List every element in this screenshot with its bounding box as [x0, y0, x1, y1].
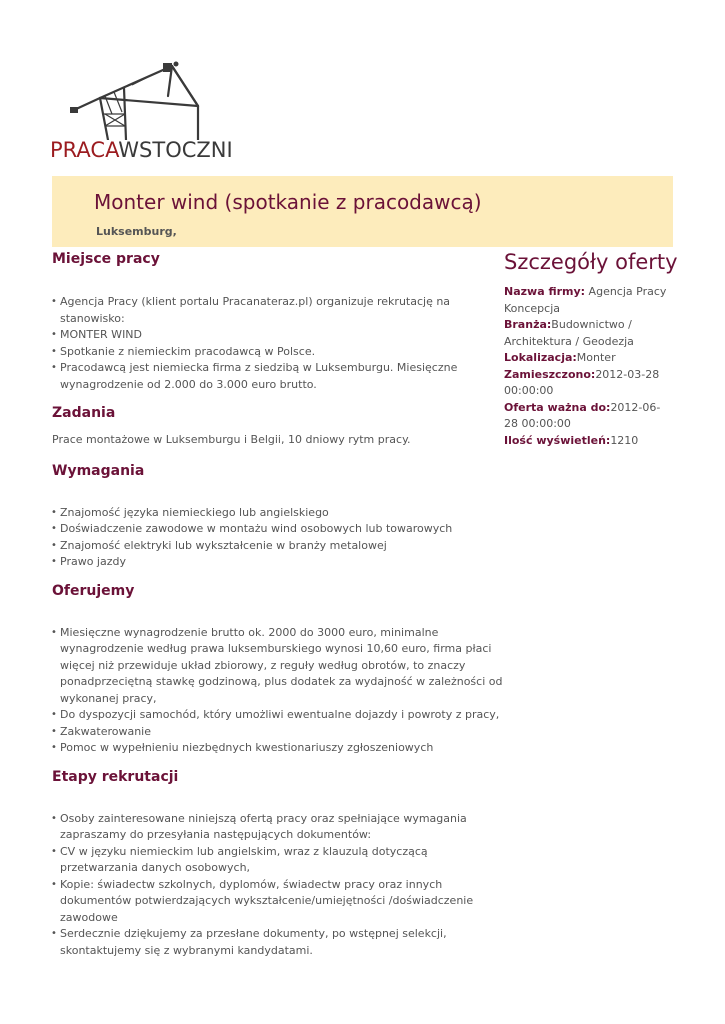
list-item: • Doświadczenie zawodowe w montażu wind osobowych lub towarowych — [52, 521, 504, 538]
etapy-list — [52, 811, 504, 960]
job-description — [52, 250, 504, 959]
job-location: Luksemburg, — [96, 225, 177, 238]
detail-label: Nazwa firmy: — [504, 285, 586, 298]
list-item: • Znajomość elektryki lub wykształcenie w branży metalowej — [52, 538, 504, 555]
offer-details-title: Szczegóły oferty — [504, 250, 678, 274]
detail-valid-until — [504, 400, 674, 433]
detail-label: Ilość wyświetleń: — [504, 433, 611, 447]
detail-value: 2012-03-28 00:00:00 — [504, 367, 660, 397]
offer-details-list — [504, 284, 674, 449]
section-heading-wymagania: Wymagania — [52, 462, 145, 479]
detail-label: Oferta ważna do: — [504, 400, 611, 414]
detail-label: Lokalizacja: — [504, 351, 577, 364]
detail-posted — [504, 367, 674, 400]
list-item: • MONTER WIND — [52, 327, 504, 344]
detail-value: Agencja Pracy Koncepcja — [504, 285, 667, 315]
crane-logo-icon — [60, 58, 210, 140]
offer-details-panel — [504, 248, 678, 449]
list-item: • Miesięczne wynagrodzenie brutto ok. 2000 do 3000 euro, minimalne wynagrodzenie według prawa luksemburskiego wynosi 10,60 euro, firma płaci więcej niż przewiduje układ zbiorowy, z reguły według obrotów, to znaczy ponadprzeciętną stawkę godzinową, plus dodatek za wydajność w zależności od wykonanej pracy, — [52, 625, 504, 708]
zadania-text: Prace montażowe w Luksemburgu i Belgii, 10 dniowy rytm pracy. — [52, 433, 411, 446]
site-logo[interactable] — [50, 58, 233, 166]
detail-label: Branża: — [504, 318, 552, 331]
detail-label: Zamieszczono: — [504, 367, 596, 381]
logo-text — [50, 138, 233, 162]
job-header-banner — [52, 176, 673, 247]
list-item: • Kopie: świadectw szkolnych, dyplomów, świadectw pracy oraz innych dokumentów potwierdzających wykształcenie/umiejętności /doświadczenie zawodowe — [52, 877, 504, 927]
detail-value: 1210 — [610, 433, 639, 447]
detail-industry — [504, 317, 674, 350]
list-item: • Znajomość języka niemieckiego lub angielskiego — [52, 505, 504, 522]
logo-text-praca: PRACA — [50, 138, 119, 162]
section-heading-zadania: Zadania — [52, 405, 116, 421]
detail-location — [504, 350, 674, 367]
list-item: • Pomoc w wypełnieniu niezbędnych kwestionariuszy zgłoszeniowych — [52, 740, 504, 757]
detail-value: Budownictwo / Architektura / Geodezja — [504, 318, 634, 348]
miejsce-list — [52, 294, 504, 393]
list-item: • Prawo jazdy — [52, 554, 504, 571]
section-heading-oferujemy: Oferujemy — [52, 582, 135, 599]
list-item: • Spotkanie z niemieckim pracodawcą w Polsce. — [52, 344, 504, 361]
detail-company — [504, 284, 674, 317]
wymagania-list — [52, 505, 504, 571]
detail-value: 2012-06-28 00:00:00 — [504, 400, 661, 430]
section-heading-etapy: Etapy rekrutacji — [52, 768, 179, 785]
list-item: • CV w języku niemieckim lub angielskim, wraz z klauzulą dotyczącą przetwarzania danych osobowych, — [52, 844, 504, 877]
oferujemy-list — [52, 625, 504, 757]
job-title: Monter wind (spotkanie z pracodawcą) — [94, 190, 482, 214]
logo-text-wstoczni: WSTOCZNI — [118, 138, 233, 162]
list-item: • Serdecznie dziękujemy za przesłane dokumenty, po wstępnej selekcji, skontaktujemy się z wybranymi kandydatami. — [52, 926, 504, 959]
detail-views — [504, 433, 674, 450]
list-item: • Zakwaterowanie — [52, 724, 504, 741]
list-item: • Do dyspozycji samochód, który umożliwi ewentualne dojazdy i powroty z pracy, — [52, 707, 504, 724]
section-heading-miejsce: Miejsce pracy — [52, 251, 160, 267]
list-item: • Pracodawcą jest niemiecka firma z siedzibą w Luksemburgu. Miesięczne wynagrodzenie od 2.000 do 3.000 euro brutto. — [52, 360, 504, 393]
detail-value: Monter — [576, 351, 616, 364]
list-item: • Agencja Pracy (klient portalu Pracanateraz.pl) organizuje rekrutację na stanowisko: — [52, 294, 504, 327]
list-item: • Osoby zainteresowane niniejszą ofertą pracy oraz spełniające wymagania zapraszamy do przesyłania następujących dokumentów: — [52, 811, 504, 844]
